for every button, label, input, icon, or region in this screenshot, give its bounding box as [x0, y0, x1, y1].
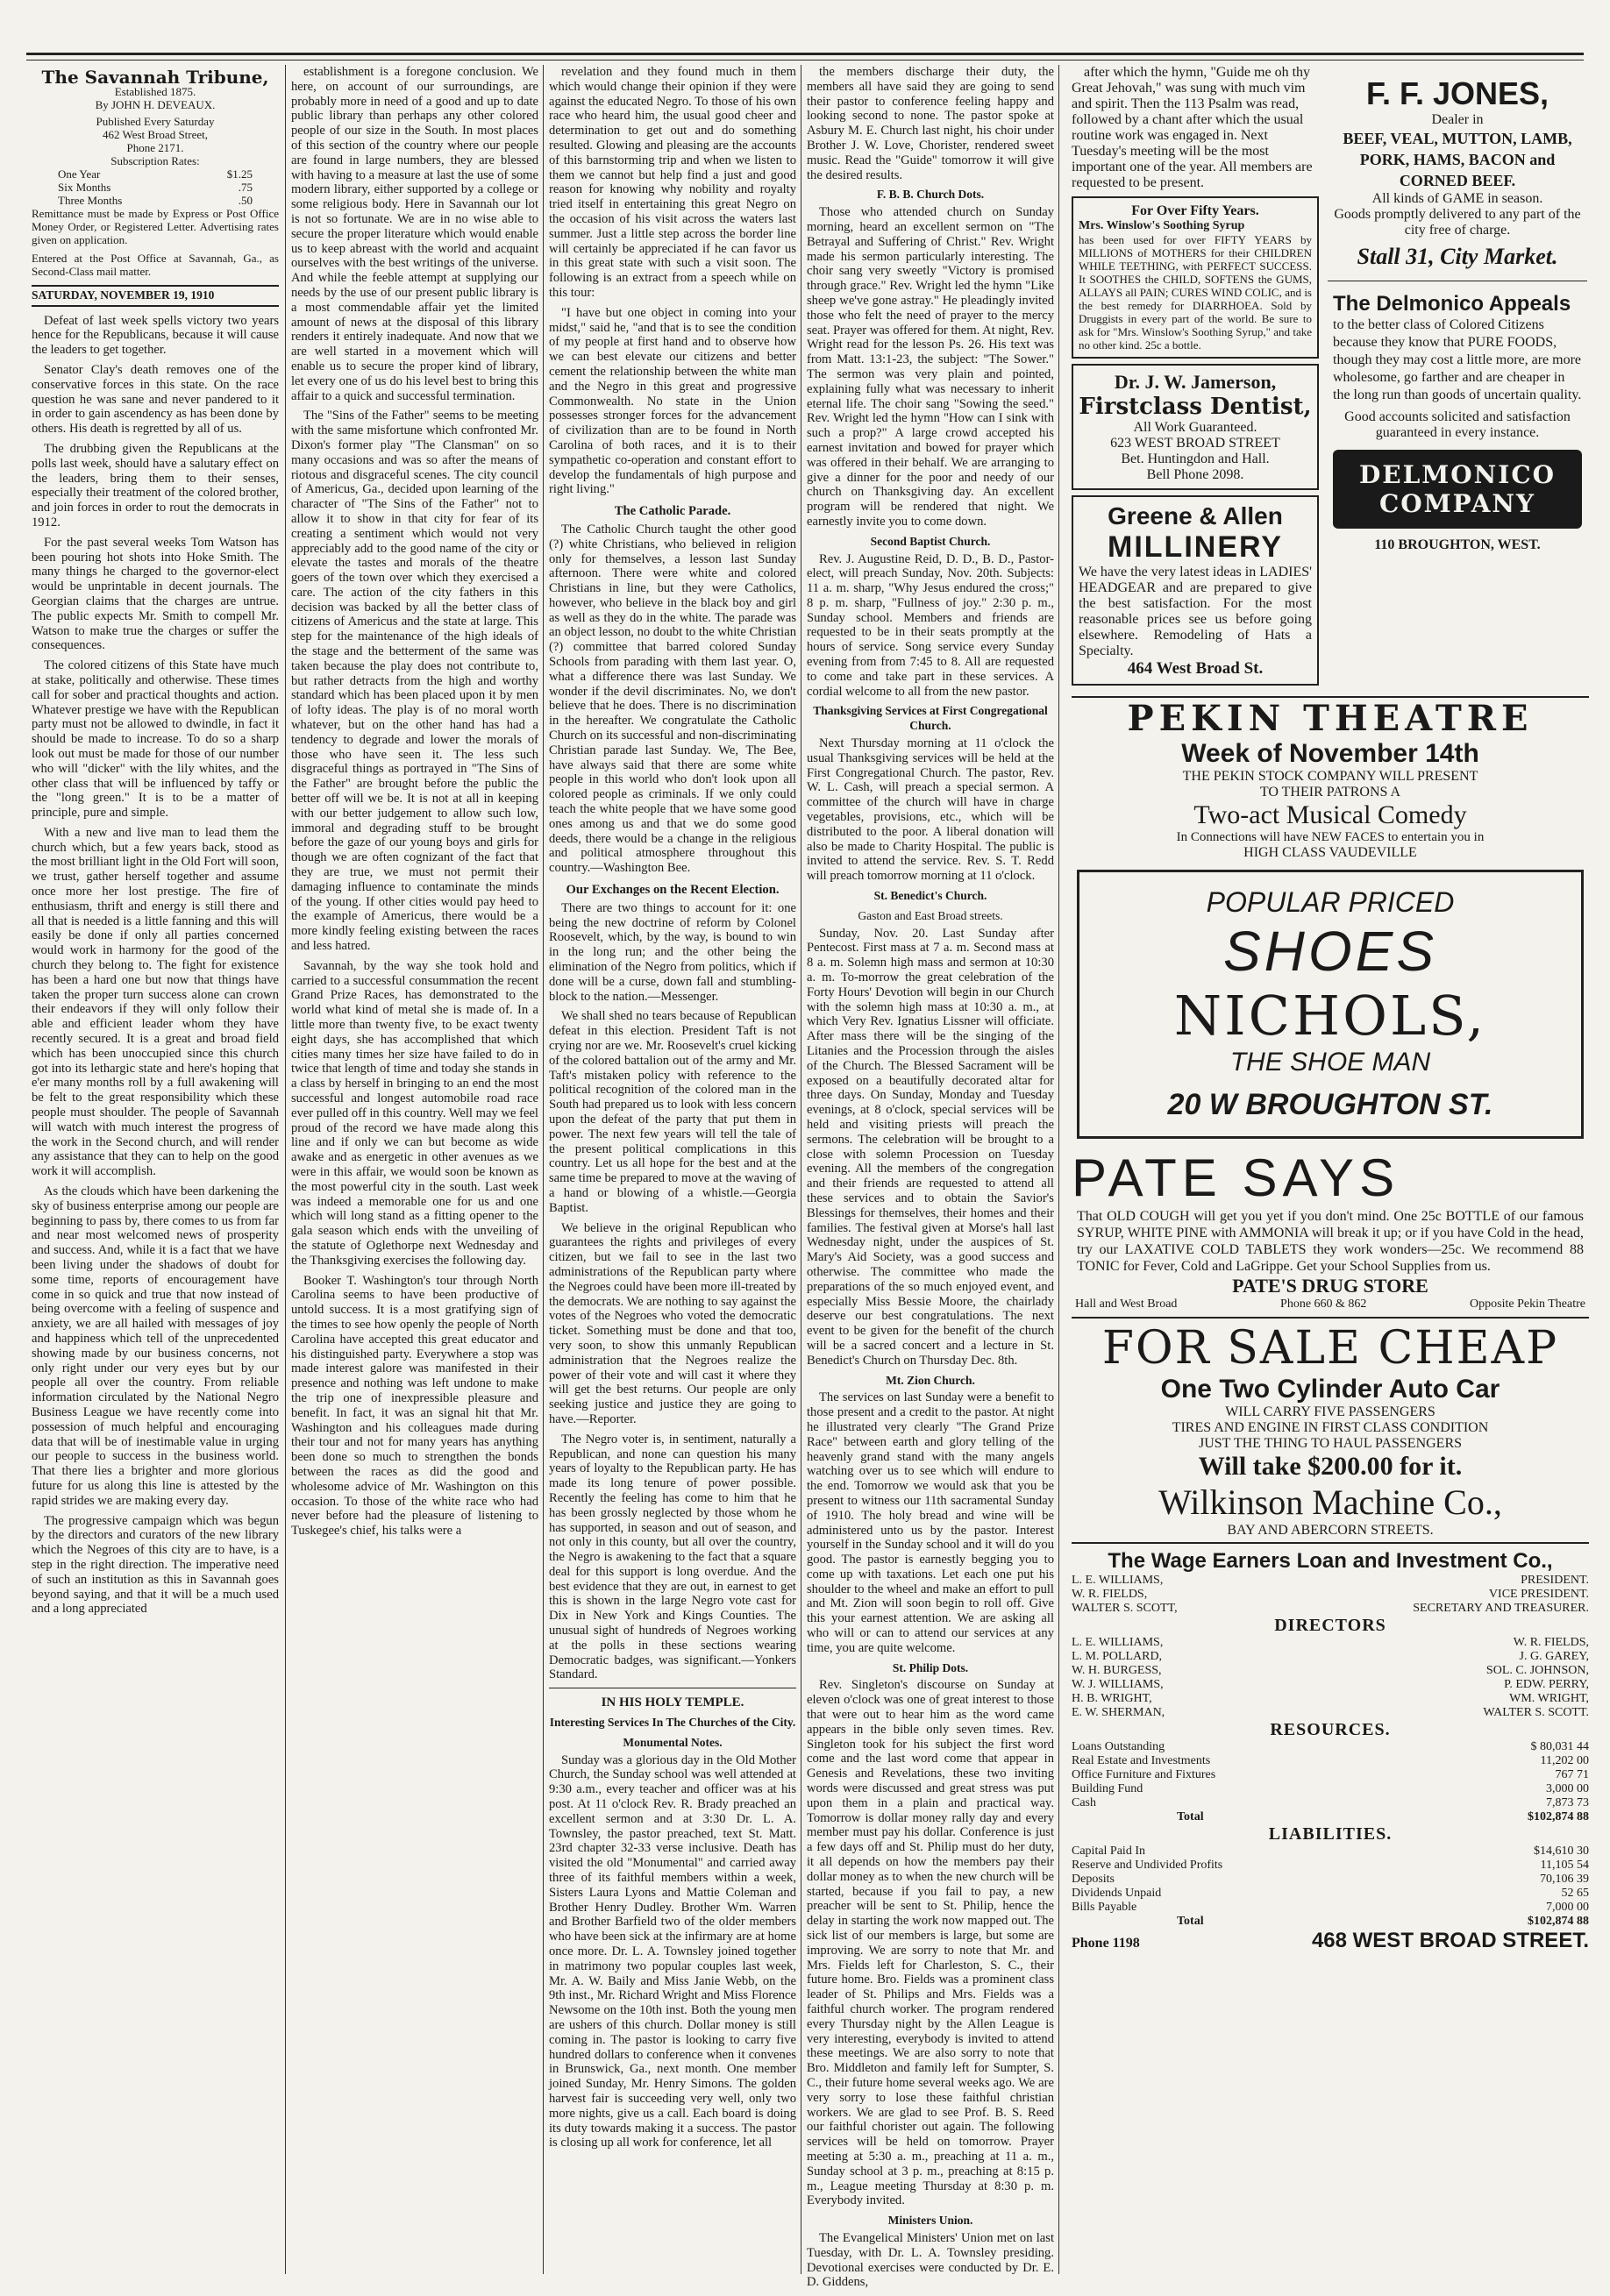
delmonico-heading: The Delmonico Appeals — [1333, 292, 1571, 316]
resource-row-value: $ 80,031 44 — [1530, 1740, 1589, 1753]
shoes-name: NICHOLS, — [1173, 984, 1487, 1048]
article-paragraph: "I have but one object in coming into your midst," said he, "and that is to see the condition of my people at first hand and to observe how we can best elevate our citizens and better cement the relationship between the white man and the Negro in this great and progressive Commonwealth. No state in the Union possesses stronger forces for the advancement of civilization than are to be found in North Carolina of both races, and it is to their sympathetic co-operation and constant effort to develop the fundamentals of high purpose and right living." — [549, 305, 796, 497]
pate-loc2: Phone 660 & 862 — [1280, 1297, 1367, 1311]
dentist-ad — [1072, 364, 1319, 490]
resource-row-label: Office Furniture and Fixtures — [1072, 1768, 1216, 1781]
officer-row-label: L. E. WILLIAMS, — [1072, 1574, 1164, 1587]
director-row-label: W. H. BURGESS, — [1072, 1664, 1162, 1677]
resource-row — [1072, 1796, 1589, 1810]
resource-row-label: Building Fund — [1072, 1782, 1143, 1795]
editorial-paragraph: With a new and live man to lead them the church which, but a few years back, stood as the most brilliant light in the Old Fort will soon, we trust, gather herself together and assume once more her lost prestige. The fire of enthusiasm, thrift and energy is still there and all that is needed is a little fanning and this will easily be done if only all parties concerned would work in harmony for the good of the church they belong to. The fight for existence has been a hard one but now that things have taken the proper turn success alone can crown their endeavors if they will only follow their able and efficient leader whom they have recently secured. It is a great and broad field which has been unoccupied since this church got into its lethargic state and here's hoping that e'er many months roll by a full awakening will be felt to the great responsibility which these people must shoulder. The people of Savannah will watch with much interest the progress of the work in the Second church, and will render any assistance that they can to help on the good work it will accomplish. — [32, 825, 279, 1179]
article-paragraph: We believe in the original Republican who guarantees the rights and privileges of every citizen, but we fail to see in the last two administrations of the Republican party where the Negroes could have been more ill-treated by the democrats. We are nothing to say against the votes of the Negroes who voted the democratic ticket. Something must be done and that too, very soon, to show this unmanly Republican administration that the Negroes realize the power of their vote and will cast it where they will get the best returns. Our people are only seeking justice and justice they are going to have.—Reporter. — [549, 1220, 796, 1426]
editorial-paragraph: For the past several weeks Tom Watson has been pouring hot shots into Hoke Smith. The many things he charged to the governor-elect would be unprintable in decent journals. The Georgian claims that the charges are untrue. The public expects Mr. Smith to compell Mr. Watson to make true the charges or suffer the consequences. — [32, 535, 279, 653]
wage-address: 468 WEST BROAD STREET. — [1311, 1929, 1589, 1952]
article-paragraph: Sunday, Nov. 20. Last Sunday after Pentecost. First mass at 7 a. m. Second mass at 8 a. m. Solemn high mass and sermon at 10:30 a. m. To-morrow the great celebration of the Forty Hours' Devotion will begin in our Church with the solemn high mass at 10:30 a. m., at which Very Rev. Ignatius Lissner will officiate. After mass there will be the singing of the Litanies and the Procession through the aisles of the Church. The Blessed Sacrament will be exposed on a beautifully decorated altar for three days. On Sunday, Monday and Tuesday evenings, at 8 o'clock, special services will be held and visiting priests will preach the sermons. The celebration will be brought to a close with solemn Procession on Tuesday evening. All the members of the congregation and their friends are requested to attend all these services and to obtain the Savior's Blessings for themselves, their homes and their families. The festival given at Morse's hall last Wednesday night, under the auspices of St. Mary's Aid Society, was a good success and otherwise. The committee who made the preparations of the so much enjoyed event, and especially Miss Bessie Moore, the chairlady deserve our best congratulations. The next event to be given for the benefit of the church will be a sacred concert and a lecture in St. Benedict's Church on Thursday Dec. 8th. — [807, 926, 1054, 1368]
director-row-value: SOL. C. JOHNSON, — [1485, 1664, 1589, 1677]
liability-row-value: 7,000 00 — [1546, 1901, 1589, 1914]
total2-value: $102,874 88 — [1528, 1915, 1589, 1928]
editorial-paragraph: Booker T. Washington's tour through North Carolina seems to have been productive of untold success. It is a most gratifying sign of the times to see how openly the people of North Carolina have accepted this great educator and his distinguished party. Everywhere a stop was made interest galore was manifested in their presence and nothing was left undone to make the trip one of inexpressible pleasure and benefit. In fact, it was an signal hit that Mr. Washington and his colleagues made during their tour and not for many years has anything been done so much to strengthen the bonds between the races as did the good and wholesome advice of Mr. Washington on this occasion. To those of the white race who had never before had the pleasure of listening to Tuskegee's chief, his talks were a — [291, 1273, 538, 1539]
resource-row-value: 3,000 00 — [1546, 1782, 1589, 1795]
soothing-syrup-ad — [1072, 196, 1319, 359]
shoes-line1: POPULAR PRICED — [1206, 886, 1455, 918]
masthead-address: 462 West Broad Street, — [102, 127, 209, 141]
director-row-value: P. EDW. PERRY, — [1504, 1678, 1589, 1691]
editorial-paragraph: The "Sins of the Father" seems to be meeting with the same misfortune which confronted Mr. Dixon's former play "The Clansman" on so many occasions and was so after the means of riotous and disgraceful scenes. The city council of Americus, Ga., decided upon learning of the character of "The Sins of the Father" not to allow it to show in that city for fear of its creating a sentiment which would not very appreciably add to the good name of the city or elevate the tastes and morals of the theatre goers of the town over which they exercised a care. The action of the city fathers in this decision was backed by all the better class of citizens of Americus and the state at large. This step for the maintenance of the high ideals of the stage and the betterment of the same was taken because the play does not contribute to, but rather detracts from the high and worthy standard which has been placed upon it by men of lofty ideas. The play is of no moral worth whatever, but on the other hand has had a tendency to degrade and lower the morals of those who have seen it. The less such disgraceful things as portrayed in "The Sins of the Father" are brought before the public the better off will we be. It is not at all in keeping with our better judgement to allow such low, immoral and degrading stuff to be brought before the gaze of our young boys and girls for though we are often cognizant of the fact that they are true, we must not permit their damaging influence to contaminate the minds of the young. If other cities would pay heed to the example of Americus, there would be a more kindly feeling existing between the races and less hatred. — [291, 409, 538, 954]
st-benedict-article — [807, 927, 1054, 1368]
dentist-name: Dr. J. W. Jamerson, — [1114, 371, 1277, 393]
editorial-paragraph: Defeat of last week spells victory two years hence for the Republicans, because it will cause the leaders to get together. — [32, 313, 279, 358]
resource-row-value: 7,873 73 — [1546, 1796, 1589, 1809]
liability-row-label: Dividends Unpaid — [1072, 1887, 1162, 1900]
liability-row-value: 11,105 54 — [1540, 1859, 1589, 1872]
rate-term: Six Months — [58, 180, 111, 194]
st-philip-heading: St. Philip Dots. — [892, 1660, 969, 1674]
remittance-note: Remittance must be made by Express or Post Office Money Order, or Registered Letter. Advertising rates given on application. — [32, 206, 279, 246]
director-row-value: W. R. FIELDS, — [1513, 1636, 1589, 1649]
liability-row-label: Reserve and Undivided Profits — [1072, 1859, 1223, 1872]
delmonico-logo: DELMONICO COMPANY — [1333, 450, 1582, 529]
director-row-value: J. G. GAREY, — [1519, 1650, 1589, 1663]
forsale-l3: JUST THE THING TO HAUL PASSENGERS — [1198, 1436, 1463, 1451]
soothing-text: has been used for over FIFTY YEARS by MILLIONS of MOTHERS for their CHILDREN WHILE TEETHING, with PERFECT SUCCESS. It SOOTHES the CHILD, SOFTENS the GUMS, ALLAYS all PAIN; CURES WIND COLIC, and is the best remedy for DIARRHOEA. Sold by Druggists in every part of the world. Be sure to ask for "Mrs. Winslow's Soothing Syrup," and take no other kind. 25c a bottle. — [1079, 233, 1312, 352]
total-value: $102,874 88 — [1528, 1810, 1589, 1823]
second-baptist-article — [807, 552, 1054, 700]
dentist-phone: Bell Phone 2098. — [1146, 467, 1244, 482]
director-row — [1072, 1636, 1589, 1650]
jones-delivery: Goods promptly delivered to any part of the city free of charge. — [1334, 207, 1581, 238]
resource-row — [1072, 1782, 1589, 1796]
resource-row-label: Cash — [1072, 1796, 1096, 1809]
resource-row-value: 767 71 — [1555, 1768, 1589, 1781]
jones-name: F. F. JONES, — [1365, 75, 1549, 111]
shoes-line2: SHOES — [1222, 920, 1438, 983]
entered-note: Entered at the Post Office at Savannah, Ga., as Second-Class mail matter. — [32, 251, 279, 278]
liability-row — [1072, 1887, 1589, 1901]
forsale-title: FOR SALE CHEAP — [1101, 1322, 1559, 1375]
column-1 — [32, 65, 279, 2274]
officer-row-label: WALTER S. SCOTT, — [1072, 1602, 1178, 1615]
liability-row — [1072, 1845, 1589, 1859]
director-row-value: WM. WRIGHT, — [1509, 1692, 1589, 1705]
jones-dealer: Dealer in — [1431, 112, 1484, 127]
soothing-title: Mrs. Winslow's Soothing Syrup — [1079, 219, 1245, 232]
pekin-faces: In Connections will have NEW FACES to entertain you in — [1176, 830, 1485, 844]
nichols-shoes-ad — [1077, 870, 1584, 1139]
pate-loc1: Hall and West Broad — [1075, 1297, 1178, 1311]
jones-stall: Stall 31, City Market. — [1357, 244, 1558, 269]
masthead-phone: Phone 2171. — [126, 140, 184, 154]
fbb-article — [807, 205, 1054, 530]
resource-row — [1072, 1740, 1589, 1754]
liability-row — [1072, 1901, 1589, 1915]
liability-row-value: $14,610 30 — [1534, 1845, 1589, 1858]
forsale-l1: WILL CARRY FIVE PASSENGERS — [1225, 1404, 1435, 1419]
pekin-title: PEKIN THEATRE — [1127, 698, 1534, 739]
rates-label: Subscription Rates: — [110, 153, 200, 167]
director-row — [1072, 1650, 1589, 1664]
resource-row — [1072, 1754, 1589, 1768]
pekin-line2: TO THEIR PATRONS A — [1259, 785, 1401, 800]
director-row-label: H. B. WRIGHT, — [1072, 1692, 1152, 1705]
editorial-paragraph: Savannah, by the way she took hold and carried to a successful consummation the recent Grand Prize Races, has demonstrated to the world what kind of metal she is made of. In a little more than twenty five, to be exact twenty eight days, she has accomplished that which cities many times her size have failed to do in twice that length of time and today she stands in a class by herself in bringing to an end the most successful and longest automobile road race ever pulled off in this country. Well may we feel proud of the record we have made along this line and if only we can but become as wide awake and as energetic in other avenues as we were in this affair, we would soon be known as the most powerful city in the south. Last week was indeed a memorable one for us and one which will long stand as a fitting opener to the gala season which ends with the unveiling of the statute of Oglethorpe next Wednesday and the Thanksgiving exercises the following day. — [291, 958, 538, 1268]
director-row-value: WALTER S. SCOTT. — [1483, 1706, 1589, 1719]
fbb-heading: F. B. B. Church Dots. — [876, 188, 985, 202]
church-notes-cont — [807, 65, 1054, 182]
pekin-week: Week of November 14th — [1181, 739, 1479, 768]
liabilities-table — [1072, 1845, 1589, 1915]
mt-zion-article — [807, 1390, 1054, 1655]
director-row-label: W. J. WILLIAMS, — [1072, 1678, 1164, 1691]
resources-total — [1072, 1810, 1589, 1824]
editorial-paragraph: As the clouds which have been darkening the sky of business enterprise among our people are beginning to pass by, there comes to us from far and near most welcomed news of prosperity and success. And, while it is a fact that we have been living under the shadows of doubt for some time, reports of encouragement have come in so quick and true that now instead of being overcome with a feeling of suspence and anxiety, we are all hailed with messages of joy and happiness which tell of the unprecedented showing made by our business concerns, not only right under our very eyes but by our people all over the country. From reliable information circulated by the National Negro Business League we have recently come into possession of much helpful and encouraging data that will be of inestimable value in urging our people to success in the business world. That there lies a brighter and more glorious future for us along this line is attested by the rapid strides we are making every day. — [32, 1184, 279, 1508]
dentist-address: 623 WEST BROAD STREET — [1110, 436, 1280, 451]
holy-temple-heading: IN HIS HOLY TEMPLE. — [601, 1695, 744, 1710]
pate-text: That OLD COUGH will get you yet if you don't mind. One 25c BOTTLE of our famous SYRUP, WHITE PINE with AMMONIA will break it up; or if you have Cold in the head, try our LAXATIVE COLD TABLETS they work wonders—25c. We recommend 88 TONIC for Fever, Cold and LaGrippe. Get your School Supplies from us. — [1077, 1209, 1584, 1274]
director-row — [1072, 1692, 1589, 1706]
rate-row — [32, 167, 279, 181]
millinery-title: MILLINERY — [1108, 530, 1283, 564]
millinery-name: Greene & Allen — [1108, 502, 1283, 530]
pate-title: PATE SAYS — [1072, 1148, 1400, 1207]
rate-price: $1.25 — [226, 167, 253, 181]
director-row-label: L. M. POLLARD, — [1072, 1650, 1163, 1663]
column-rule — [543, 65, 544, 2274]
rate-price: .50 — [238, 193, 253, 207]
column-3 — [549, 65, 796, 2274]
rate-price: .75 — [238, 180, 253, 194]
st-philip-article — [807, 1678, 1054, 2208]
resources-heading: RESOURCES. — [1270, 1720, 1391, 1739]
resource-row-label: Real Estate and Investments — [1072, 1754, 1211, 1767]
column-4 — [807, 65, 1054, 2290]
editorial-paragraph: The colored citizens of this State have much at stake, politically and otherwise. These times call for sober and practical thoughts and action. Whatever prestige we have with the Republican party must not be allowed to dwindle, in fact it should be made to increase. To do so a sharp look out must be made for those of our number who will "dicker" with the lily whites, and the other class that will be influenced by taffy or the "long green." It is to be a matter of principle, pure and simple. — [32, 658, 279, 821]
masthead-published: Published Every Saturday — [96, 114, 215, 128]
article-paragraph: The Negro voter is, in sentiment, naturally a Republican, and none can question his many years of loyalty to the Republican party. He has made its long tenure of power possible. Recently the feeling has come to him that he has been grossly neglected by those whom he has supported, in season and out of season, and not only in this county, but all over the country, the Negro is awakening to the fact that a square deal for this support is long overdue. And the best evidence that they are out, in earnest to get this is shown in the large Negro vote cast for Dix in New York and Kings Counties. The unusual sight of hundreds of Negroes working at the polls in these sections wearing Democratic badges, was significant.—Yonkers Standard. — [549, 1432, 796, 1682]
wage-officers — [1072, 1574, 1589, 1616]
directors-heading: DIRECTORS — [1274, 1616, 1386, 1635]
delmonico-address: 110 BROUGHTON, WEST. — [1374, 537, 1541, 552]
second-baptist-heading: Second Baptist Church. — [870, 534, 991, 548]
forsale-company: Wilkinson Machine Co., — [1158, 1482, 1502, 1522]
column-2 — [291, 65, 538, 2274]
editorial-paragraph: establishment is a foregone conclusion. We here, on account of our surroundings, are probably more in need of a good and up to date public library than perhaps any other colored people of our size in the South. In most places of this section of the country where our people are found in large numbers, they are blessed with having to a measure at last the use of some modern library, either supported by a college or some religious body. Here in Savannah our lot is not so fortunate. We are in no wise able to secure the proper literature which would enable us to keep abreast with the world and acquaint ourselves with the best writings of the universe. And while the feeble attempt at supplying our needs by the use of our present public library is a most commendable affair yet the limited amount of news at the disposal of this library renders it entirely inadequate. And now that we are well started in a movement which will enable us to secure the proper kind of library, let every one of us do his level best to bring this affair to a quick and successful termination. — [291, 65, 538, 403]
liabilities-total — [1072, 1915, 1589, 1929]
pekin-theatre-ad — [1072, 696, 1589, 861]
forsale-price: Will take $200.00 for it. — [1198, 1452, 1463, 1481]
liability-row-value: 70,106 39 — [1540, 1873, 1589, 1886]
st-benedict-heading: St. Benedict's Church. — [873, 889, 987, 903]
rate-row — [32, 194, 279, 207]
article-paragraph: Rev. J. Augustine Reid, D. D., B. D., Pastor-elect, will preach Sunday, Nov. 20th. Subjects: 11 a. m. sharp, "Why Jesus endured the cross;" 8 p. m. sharp, "Fullness of joy." 2:30 p. m., Sunday school. Members and friends are requested to be in their seats promptly at the hours of service. Song service every Sunday evening from from 7:45 to 8. All are requested to come and take part in these services. A cordial welcome to all from the new pastor. — [807, 551, 1054, 699]
pate-drug-ad — [1072, 1148, 1589, 1311]
ministers-heading: Ministers Union. — [887, 2214, 973, 2228]
director-row-label: L. E. WILLIAMS, — [1072, 1636, 1164, 1649]
total-label: Total — [1177, 1915, 1204, 1928]
st-benedict-sub: Gaston and East Broad streets. — [858, 908, 1003, 922]
article-paragraph: The services on last Sunday were a benefit to those present and a credit to the pastor. At night he illustrated very clearly "The Grand Prize Race" between earth and glory telling of the heavenly grand stand with the many angels watching over us to see which will endure to the end. Tomorrow we would ask that you be present to witness our 11th sacramental Sunday of 1910. The holy bread and wine will be administered unto us by the pastor. Interest yourself in the Sunday school and it will do you good. The pastor is earnestly begging you to come up with taxations. Let each one put his shoulder to the wheel and make an effort to pull and Mt. Zion will soon begin to roll off. Give this your earnest attention. We are asking all who will or can to attend our services at any time, you are quite welcome. — [807, 1390, 1054, 1655]
liability-row — [1072, 1859, 1589, 1873]
rate-term: Three Months — [58, 193, 123, 207]
forsale-address: BAY AND ABERCORN STREETS. — [1227, 1523, 1434, 1538]
washington-article-cont — [549, 65, 796, 497]
article-paragraph: There are two things to account for it: one being the new doctrine of reform by Colonel Roosevelt, which, by the way, is bound to win in the long run; and the other being the elimination of the Negro from politics, which if done will be a curse, down fall and stumbling-block to the nation.—Messenger. — [549, 900, 796, 1004]
top-border-rule — [26, 53, 1584, 60]
forsale-l2: TIRES AND ENGINE IN FIRST CLASS CONDITION — [1172, 1420, 1489, 1435]
officer-row-label: W. R. FIELDS, — [1072, 1588, 1148, 1601]
issue-date: SATURDAY, NOVEMBER 19, 1910 — [32, 288, 215, 302]
catholic-parade-heading: The Catholic Parade. — [614, 504, 731, 519]
director-row — [1072, 1706, 1589, 1720]
shoes-address: 20 W BROUGHTON ST. — [1167, 1088, 1493, 1121]
liability-row-label: Deposits — [1072, 1873, 1115, 1886]
article-paragraph: The Catholic Church taught the other good (?) white Christians, who believed in religion only for themselves, a lesson last Sunday afternoon. There were white and colored Christians in line, but they were Catholics, however, who believe in the black boy and girl as well as they do in the white. The parade was an object lesson, no doubt to the white Christian (?) committee that barred colored Sunday Schools from parading with them last year. O, what a difference there was last Sunday. We wonder if the devil discriminates. No, we don't believe that he does. There is no discrimination in the hereafter. We congratulate the Catholic Church on its successful and non-discriminating Christian parade last Sunday. We, The Bee, have always said that there are some white people in this world who don't look upon all colored people as criminals. If we only could teach the white people that we have some good ones among us and that we do some good deeds, there would be a change in the religious and political atmosphere throughout this country.—Washington Bee. — [549, 522, 796, 876]
dentist-guarantee: All Work Guaranteed. — [1133, 420, 1257, 435]
liability-row — [1072, 1873, 1589, 1887]
liabilities-heading: LIABILITIES. — [1268, 1824, 1393, 1844]
total-label: Total — [1177, 1810, 1204, 1823]
resource-row — [1072, 1768, 1589, 1782]
ads-left — [1072, 65, 1319, 691]
liability-row-label: Bills Payable — [1072, 1901, 1137, 1914]
column-2-articles — [291, 65, 538, 1539]
editorial-paragraph: The progressive campaign which was begun by the directors and curators of the new library which the Negroes of this city are to have, is a step in the right direction. The imperative need of such an institution as this in Savannah goes beyond saying, and that it will be a much used and a long appreciated — [32, 1513, 279, 1617]
wage-title: The Wage Earners Loan and Investment Co., — [1108, 1549, 1553, 1573]
officer-row-value: VICE PRESIDENT. — [1488, 1588, 1589, 1601]
wage-phone: Phone 1198 — [1072, 1936, 1140, 1951]
thanksgiving-heading: Thanksgiving Services at First Congregational Church. — [813, 704, 1048, 733]
jones-game: All kinds of GAME in season. — [1371, 191, 1543, 206]
masthead-title: The Savannah Tribune, — [41, 67, 269, 88]
article-paragraph: after which the hymn, "Guide me oh thy Great Jehovah," was sung with much vim and spirit. Then the 113 Psalm was read, followed by a chant after which the usual routine work was engaged in. Next Tuesday's meeting will be the most important one of the year. All members are requested to be present. — [1072, 65, 1313, 190]
dateline — [32, 285, 279, 307]
pekin-comedy: Two-act Musical Comedy — [1193, 800, 1467, 829]
resources-table — [1072, 1740, 1589, 1810]
liability-row-value: 52 65 — [1561, 1887, 1589, 1900]
wage-footer — [1072, 1929, 1589, 1953]
pate-store: PATE'S DRUG STORE — [1232, 1275, 1428, 1297]
monumental-heading: Monumental Notes. — [623, 1735, 723, 1749]
soothing-heading: For Over Fifty Years. — [1131, 203, 1259, 218]
officer-row-value: PRESIDENT. — [1521, 1574, 1589, 1587]
officer-row — [1072, 1574, 1589, 1588]
exchanges-heading: Our Exchanges on the Recent Election. — [566, 883, 780, 898]
officer-row — [1072, 1602, 1589, 1616]
jones-goods: BEEF, VEAL, MUTTON, LAMB, PORK, HAMS, BACON and CORNED BEEF. — [1343, 130, 1572, 189]
ads-right — [1328, 65, 1587, 691]
resource-row-label: Loans Outstanding — [1072, 1740, 1165, 1753]
director-row — [1072, 1664, 1589, 1678]
rate-row — [32, 181, 279, 194]
article-paragraph: Sunday was a glorious day in the Old Mother Church, the Sunday school was well attended at 9:30 a.m., every teacher and officer was at his post. At 11 o'clock Rev. R. Brady preached an excellent sermon and at 3:30 Dr. L. A. Townsley, the pastor preached, text St. Matt. 23rd chapter 32-33 verse inclusive. Death has visited the old "Monumental" and carried away three of its faithful members within a week, Sisters Laura Lyons and Mattie Coleman and Brother Henry Dudley. Brother Wm. Warren and Brother Barfield two of the older members who have been sick at the infirmary are at home once more. Dr. L. A. Townsley joined together in matrimony two popular couples last week, Mr. A. W. Baily and Miss Janie Webb, on the 9th inst., Mr. Richard Wright and Miss Florence Newsome on the 10th inst. Both the young men are ushers of this church. Dollar money is still coming in. The pastor is looking to carry five hundred dollars to conference when it convenes in Brunswick, Ga., next month. One member joined Sunday, Mr. Henry Simons. The golden harvest fair is succeeding very well, only two more nights, give us a call. Each board is doing its duty towards making it a success. The pastor is closing up all work for conference, let all — [549, 1752, 796, 2150]
resource-row-value: 11,202 00 — [1540, 1754, 1589, 1767]
millinery-text: We have the very latest ideas in LADIES' HEADGEAR and are prepared to give the best satisfaction. For the most reasonable prices see us before going elsewhere. Remodeling of Hats a Specialty. — [1079, 565, 1312, 658]
thanksgiving-article — [807, 736, 1054, 884]
ministers-article — [807, 2231, 1054, 2290]
catholic-parade-article — [549, 522, 796, 876]
holy-temple-subheading: Interesting Services In The Churches of the City. — [549, 1716, 796, 1730]
article-paragraph: Those who attended church on Sunday morning, heard an excellent sermon on "The Betrayal and Suffering of Christ." Rev. Wright made his sermon particularly interesting. The choir sang very sweetly "Victory is promised through grace." Rev. Wright led the hymn "Like sheep we've gone astray." He pleadingly invited those who felt the need of prayer to the mercy seat. Prayer was offered for them. At night, Rev. Wright read for the lesson Ps. 26. His text was from Matt. 13:1-23, the subject: "The Sower." The sermon was very plain and pointed, explaining fully what was necessary to inherit eternal life. The choir sang "Sowing the seed." Rev. Wright led the hymn "How can I sink with such a prop?" A large crowd accepted his earnest invitation and bowed for prayer which was offered in their behalf. We are arranging to give a dinner for the poor and needy of our church on Thanksgiving day. An excellent program will be rendered that night. We earnestly invite you to come down. — [807, 205, 1054, 529]
shoes-sub: THE SHOE MAN — [1229, 1048, 1431, 1077]
article-paragraph: Rev. Singleton's discourse on Sunday at eleven o'clock was one of great interest to those that were out to hear him as the word came appears in the bible only seven times. Rev. Singleton took for his subject the first word come and the last word come that appear in Genesis and Revelations, these two inviting words were discussed and great stress was put upon them in a plain and practical way. Tomorrow is dollar money rally day and every member must pay his dollar. Conference is just a few days off and St. Philip must do her duty, it all depends on how the members pay their dollar money as to when the new church will be started, because if you fail to pay, a new preacher will be sent to St. Philip, hence the delay in starting the work now mapped out. The sick list of our members is large, but some are improving. We are sorry to note that Mr. and Mrs. Fields left for Charleston, S. C., their future home. Bro. Fields was a prominent class leader of St. Philips and Mrs. Fields was a faithful church worker. The program rendered every Thursday night by the Allen League is very interesting, everybody is invited to attend these meetings. We are also sorry to note that Bro. Middleton and family left for Sumpter, S. C., their future home several weeks ago. We are very sorry to lose these faithful christian workers. We are glad to see Prof. B. S. Reed our faithful chorister out again. The following services will be held on tomorrow. Prayer meeting at 5:30 a. m., preaching at 11 a. m., Sunday school at 3 p. m., preaching at 8:15 p. m., League meeting Thursday at 8:30 p. m. Everybody invited. — [807, 1678, 1054, 2208]
masthead-editor: By JOHN H. DEVEAUX. — [95, 97, 216, 111]
article-paragraph: the members discharge their duty, the members all have said they are going to send their pastor to conference feeling happy and looking second to none. The pastor spoke at Asbury M. E. Church last night, his choir under Brother J. W. Love, Chorister, rendered sweet music. Read the "Guide" tomorrow it will give the desired results. — [807, 65, 1054, 182]
millinery-ad — [1072, 495, 1319, 686]
editorial-paragraph: The drubbing given the Republicans at the polls last week, should have a salutary effect on the leaders, bring them to their senses, especially their treatment of the colored brother, and join forces in order to rout the democrats in 1912. — [32, 441, 279, 530]
millinery-address: 464 West Broad St. — [1127, 659, 1264, 678]
rate-term: One Year — [58, 167, 101, 181]
mt-zion-heading: Mt. Zion Church. — [886, 1373, 975, 1387]
column-1-articles — [32, 314, 279, 1617]
for-sale-ad — [1072, 1317, 1589, 1544]
liability-row-label: Capital Paid In — [1072, 1845, 1145, 1858]
article-paragraph: revelation and they found much in them which would change their opinion if they were against the educated Negro. To those of his own race who heard him, the usual good cheer and determination to get out and do something resulted. Glowing and pleasing are the accounts of this barnstorming trip and when we listen to them we cannot but help find a just and good reason for knowing why nobility and royalty tried itself in entertaining this great Negro on the occasion of his visit across the waters last summer. Just a little step across the border line will certainly be appreciated if he can favor us in this great state with such a visit soon. The following is an extract from a speech while on this tour: — [549, 65, 796, 300]
director-row — [1072, 1678, 1589, 1692]
editorial-paragraph: Senator Clay's death removes one of the conservative forces in this state. On the race question he was sane and never pandered to it in order to gain ascendency as has been done by others. His death is regretted by all of us. — [32, 362, 279, 437]
article-paragraph: The Evangelical Ministers' Union met on last Tuesday, with Dr. L. A. Townsley presiding. Devotional exercises were conducted by Dr. E. D. Giddens, — [807, 2230, 1054, 2290]
pate-loc3: Opposite Pekin Theatre — [1470, 1297, 1585, 1311]
officer-row-value: SECRETARY AND TREASURER. — [1413, 1602, 1589, 1615]
column-rule — [285, 65, 286, 2274]
article-paragraph: We shall shed no tears because of Republican defeat in this election. President Taft is not crying nor are we. Mr. Roosevelt's cruel kicking of the colored battalion out of the army and Mr. Taft's mistaken policy with reference to the political recognition of the colored man in the South had prepared us to look with less concern upon the defeat of the party that put them in power. The next few years will tell the tale of the present political complications in this country. Let us all hope for the best and at the same time be prepared to move at the waving of a hand or blowing of a whistle.—Georgia Baptist. — [549, 1009, 796, 1215]
pekin-line1: THE PEKIN STOCK COMPANY WILL PRESENT — [1182, 769, 1478, 784]
wage-earners-ad — [1072, 1544, 1589, 1958]
dentist-between: Bet. Huntingdon and Hall. — [1121, 451, 1270, 466]
pekin-vaudeville: HIGH CLASS VAUDEVILLE — [1243, 845, 1417, 860]
delmonico-text: to the better class of Colored Citizens because they know that PURE FOODS, though they may cost a little more, are more wholesome, go farther and are cheaper in the long run than goods of uncertain quality. — [1333, 317, 1582, 402]
forsale-item: One Two Cylinder Auto Car — [1160, 1375, 1500, 1404]
pate-locations — [1072, 1297, 1589, 1311]
advertisements — [1072, 65, 1589, 1958]
jones-ad — [1328, 70, 1587, 275]
director-row-label: E. W. SHERMAN, — [1072, 1706, 1165, 1719]
exchanges-article — [549, 901, 796, 1682]
article-paragraph: Next Thursday morning at 11 o'clock the usual Thanksgiving services will be held at the First Congregational Church. The pastor, Rev. W. L. Cash, will preach a special sermon. A committee of the church will have in charge vegetables, provisions, etc., which will be distributed to the poor. A liberal donation will also be made to Charity Hospital. The public is invited to attend the service. Rev. S. T. Redd will preach tomorrow morning at 11 o'clock. — [807, 736, 1054, 884]
officer-row — [1072, 1588, 1589, 1602]
delmonico-ad — [1328, 287, 1587, 558]
monumental-article — [549, 1753, 796, 2151]
delmonico-text2: Good accounts solicited and satisfaction guaranteed in every instance. — [1344, 409, 1571, 440]
dentist-title: Firstclass Dentist, — [1079, 394, 1312, 420]
ministers-cont — [1072, 65, 1319, 191]
wage-directors — [1072, 1636, 1589, 1720]
masthead-established: Established 1875. — [114, 84, 196, 98]
column-rule — [1058, 65, 1059, 2274]
rates-list — [32, 167, 279, 207]
